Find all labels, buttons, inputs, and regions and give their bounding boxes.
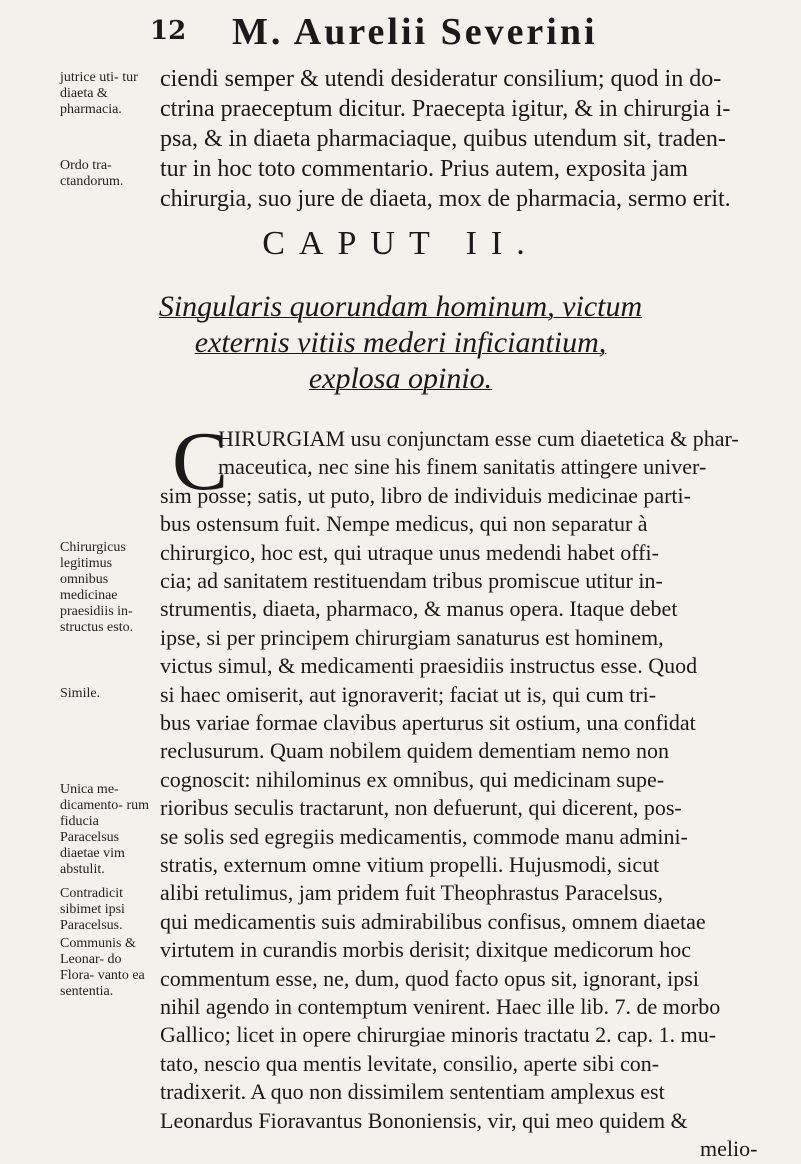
text-line: se solis sed egregiis medicamentis, commode manu admini- xyxy=(160,823,688,849)
text-line: commentum esse, ne, dum, quod facto opus sit, ignorant, ipsi xyxy=(160,965,699,991)
text-line: ctrina praeceptum dicitur. Praecepta igitur, & in chirurgia i- xyxy=(160,96,731,122)
text-line: tur in hoc toto commentario. Prius autem, exposita jam xyxy=(160,156,688,182)
text-line: ipse, si per principem chirurgiam sanaturus est hominem, xyxy=(160,624,664,650)
margin-note: Communis & Leonar- do Flora- vanto ea sententia. xyxy=(60,936,145,999)
text-line: alibi retulimus, jam pridem fuit Theophrastus Paracelsus, xyxy=(160,880,664,906)
chapter-subtitle-line: externis vitiis mederi inficiantium, xyxy=(194,326,607,359)
page-header xyxy=(0,0,801,64)
margin-note: jutrice uti- tur diaeta & pharmacia. xyxy=(60,70,138,117)
margin-note: Ordo tra- ctandorum. xyxy=(60,158,124,189)
text-line: rioribus seculis tractarunt, non defuerunt, qui dicerent, pos- xyxy=(160,795,682,821)
text-line: Leonardus Fioravantus Bononiensis, vir, qui meo quidem & xyxy=(160,1107,688,1133)
text-line: Gallico; licet in opere chirurgiae minoris tractatu 2. cap. 1. mu- xyxy=(160,1022,717,1048)
text-line: stratis, externum omne vitium propelli. Hujusmodi, sicut xyxy=(160,852,660,877)
text-line: nihil agendo in contemptum venirent. Haec ille lib. 7. de morbo xyxy=(160,994,721,1019)
running-title: M. Aurelii Severini xyxy=(232,11,598,53)
margin-note: Unica me- dicamento- rum fiducia Paracelsus diaetae vim abstulit. xyxy=(60,782,150,877)
text-line: sim posse; satis, ut puto, libro de individuis medicinae parti- xyxy=(160,482,691,508)
text-line: tradixerit. A quo non dissimilem sententiam amplexus est xyxy=(160,1079,665,1105)
text-line: chirurgia, suo jure de diaeta, mox de pharmacia, sermo erit. xyxy=(160,186,731,212)
page-number: 12 xyxy=(150,16,187,46)
text-line: victus simul, & medicamenti praesidiis instructus esse. Quod xyxy=(160,653,698,679)
text-line: virtutem in curandis morbis derisit; dixitque medicorum hoc xyxy=(160,937,691,963)
text-line: bus ostensum fuit. Nempe medicus, qui non separatur à xyxy=(160,511,648,537)
margin-note: Chirurgicus legitimus omnibus medicinae praesidiis in- structus esto. xyxy=(60,540,134,635)
text-line: si haec omiserit, aut ignoraverit; faciat ut is, qui cum tri- xyxy=(160,681,657,707)
text-line: maceutica, nec sine his finem sanitatis attingere univer- xyxy=(218,454,707,480)
text-line: tato, nescio qua mentis levitate, consilio, aperte sibi con- xyxy=(160,1050,660,1076)
text-line: HIRURGIAM usu conjunctam esse cum diaetetica & phar- xyxy=(218,426,739,451)
text-line: cognoscit: nihilominus ex omnibus, qui medicinam supe- xyxy=(160,766,665,792)
text-line: bus variae formae clavibus aperturus sit ostium, una confidat xyxy=(160,710,696,735)
drop-cap: C xyxy=(172,415,229,508)
margin-note: Simile. xyxy=(60,686,101,701)
chapter-subtitle-line: explosa opinio. xyxy=(308,362,493,395)
margin-note: Contradicit sibimet ipsi Paracelsus. xyxy=(60,886,125,933)
text-line: cia; ad sanitatem restituendam tribus promiscue utitur in- xyxy=(160,568,663,593)
chapter-subtitle-line: Singularis quorundam hominum, victum xyxy=(158,290,643,323)
text-line: strumentis, diaeta, pharmaco, & manus opera. Itaque debet xyxy=(160,596,678,622)
text-line: reclusurum. Quam nobilem quidem dementiam nemo non xyxy=(160,738,669,764)
text-line: chirurgico, hoc est, qui utraque unus medendi habet offi- xyxy=(160,539,659,565)
text-line: qui medicamentis suis admirabilibus confisus, omnem diaetae xyxy=(160,908,706,934)
text-line: melio- xyxy=(700,1136,758,1161)
chapter-heading: CAPUT II. xyxy=(262,225,539,262)
text-line: psa, & in diaeta pharmaciaque, quibus utendum sit, traden- xyxy=(160,126,726,152)
text-line: ciendi semper & utendi desideratur consilium; quod in do- xyxy=(160,66,722,92)
